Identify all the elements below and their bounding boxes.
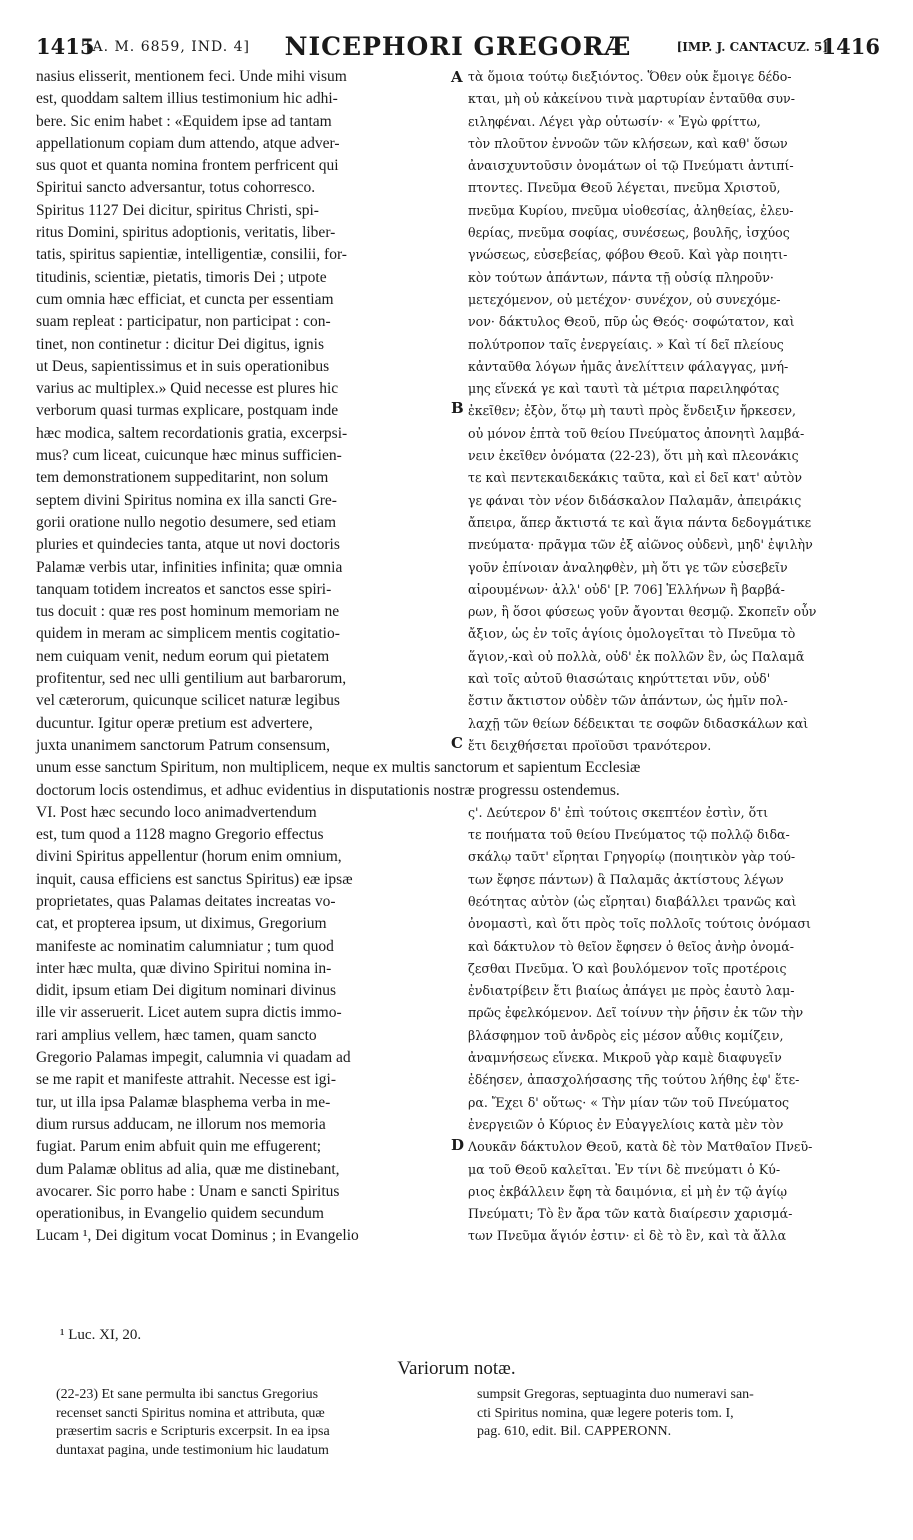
text-line: septem divini Spiritus nomina ex illa sancti Gre- [36,491,337,509]
text-line: τὰ ὅμοια τούτῳ διεξιόντος. Ὅθεν οὐκ ἔμοιγε δέδο- [468,69,792,84]
text-line: μετεχόμενον, οὐ μετέχον· συνέχον, οὐ συνεχόμε- [468,291,781,307]
text-line: suam repleat : participatur, non participat : con- [36,313,331,331]
text-line: ἀναμνήσεως εἵνεκα. Μικροῦ γὰρ καμὲ διαφυγεῖν [468,1050,782,1066]
text-line: νειν ἐκεῖθεν ὀνόματα (22-23), ὅτι μὴ καὶ πλεονάκις [468,448,799,464]
text-line: Lucam ¹, Dei digitum vocat Dominus ; in Evangelio [36,1227,359,1245]
text-line: inter hæc multa, quæ divino Spiritui nomina in- [36,959,332,977]
text-line: pag. 610, edit. Bil. CAPPERONN. [477,1424,672,1439]
text-line [468,757,883,779]
text-line: ριος ἐκβάλλειν ἔφη τὰ δαιμόνια, εἰ μὴ ἐν τῷ ἁγίῳ [468,1183,788,1199]
text-line: avocarer. Sic porro habe : Unam e sancti Spiritus [36,1182,340,1200]
text-line: est, quoddam saltem illius testimonium hic adhi- [36,90,338,108]
text-line: bere. Sic enim habet : «Equidem ipse ad tantam [36,112,332,130]
header-date: [A. M. 6859, IND. 4] [86,39,251,55]
text-line: gorii oratione nullo negotio desumere, sed etiam [36,513,337,531]
text-line: unum esse sanctum Spiritum, non multiplicem, neque ex multis sanctorum et sapientum Ecclesiæ [36,759,641,777]
marker-d: D [451,1136,465,1154]
page-number-right: 1416 [821,34,880,59]
text-line: γε φάναι τὸν νέον διδάσκαλον Παλαμᾶν, ἀπειράκις [468,492,802,508]
text-line: ρων, ἢ ὅσοι φύσεως γοῦν ἄγονται θεσμῷ. Σκοπεῖν οὖν [468,604,817,620]
greek-column [468,66,883,1248]
text-line: juxta unanimem sanctorum Patrum consensum, [36,736,331,754]
page-header [36,33,880,61]
marker-b: B [451,399,464,417]
notes-right-column [477,1386,877,1442]
text-line: τὸν πλοῦτον ἐννοῶν τῶν κλήσεων, καὶ καθ' ὅσων [468,135,788,151]
text-line: ἀναισχυντοῦσιν ὀνομάτων οἱ τῷ Πνεύματι ἀντιπί- [468,158,794,174]
text-line: γνώσεως, εὐσεβείας, φόβου Θεοῦ. Καὶ γὰρ ποιητι- [468,247,788,263]
text-line: varius ac multiplex.» Quid necesse est plures hic [36,380,339,398]
text-line: κται, μὴ οὐ κἀκείνου τινὰ μαρτυρίαν ἐνταῦθα συν- [468,91,795,107]
text-line: tanquam totidem increatos et sanctos esse spiri- [36,580,332,598]
text-line: μα τοῦ Θεοῦ καλεῖται. Ἐν τίνι δὲ πνεύματι ὁ Κύ- [468,1161,781,1177]
text-line: πολύτροπον ταῖς ἐνεργείαις. » Καὶ τί δεῖ πλείους [468,336,784,352]
text-line: operationibus, in Evangelio quidem secundum [36,1205,324,1223]
text-line: ἔτι δειχθήσεται προϊοῦσι τρανότερον. [468,737,712,753]
text-line: ζεσθαι Πνεῦμα. Ὁ καὶ βουλόμενον τοῖς προτέροις [468,960,787,976]
text-line: των ἔφησε πάντων) ἃ Παλαμᾶς ἀκτίστους λέγων [468,871,784,887]
text-line: μης εἵνεκά γε καὶ ταυτὶ τὰ μέτρια παρειληφότας [468,381,780,397]
text-line: καὶ δάκτυλον τὸ θεῖον ἔφησεν ὁ θεῖος ἀνὴρ ὀνομά- [468,938,795,954]
text-line: verborum quasi turmas explicare, postquam inde [36,402,339,420]
text-line: profitentur, sed nec ulli gentilium aut barbarorum, [36,670,347,688]
text-line: πρῶς ἐφελκόμενον. Δεῖ τοίνυν τὴν ῥῆσιν ἐκ τῶν τὴν [468,1005,804,1021]
text-line: πνεύματα· πρᾶγμα τῶν ἐξ αἰῶνος οὐδενὶ, μηδ' ἐψιλὴν [468,537,813,553]
text-line: didit, ipsum etiam Dei digitum nominari divinus [36,982,337,1000]
text-line: ἅγιον,-καὶ οὐ πολλὰ, οὐδ' ἐκ πολλῶν ἓν, ὡς Παλαμᾶ [468,648,805,664]
text-line: τε ποιήματα τοῦ θείου Πνεύματος τῷ πολλῷ διδα- [468,827,790,843]
text-line: ρα. Ἔχει δ' οὕτως· « Τὴν μίαν τῶν τοῦ Πνεύματος [468,1094,790,1110]
text-line: manifeste ac nominatim calumniatur ; tum quod [36,937,334,955]
text-line: βλάσφημον τοῦ ἀνδρὸς εἰς μέσον αὖθις κομίζειν, [468,1027,784,1043]
text-line: ἄπειρα, ἅπερ ἄκτιστά τε καὶ ἅγια πάντα δεδογμάτικε [468,514,812,530]
text-line: Gregorio Palamas impegit, calumnia vi quadam ad [36,1049,351,1067]
text-line: appellationum copiam dum attendo, atque adver- [36,134,340,152]
text-line: θεότητας αὐτὸν (ὡς εἴρηται) διαβάλλει τρανῶς καὶ [468,893,797,909]
text-line: Λουκᾶν δάκτυλον Θεοῦ, κατὰ δὲ τὸν Ματθαῖον Πνεῦ- [468,1139,813,1155]
text-line: λαχῇ τῶν θείων δέδεικται τε σοφῶν διδασκάλων καὶ [468,715,809,731]
text-line: ἐκεῖθεν; ἐξὸν, ὅτῳ μὴ ταυτὶ πρὸς ἔνδειξιν ἤρκεσεν, [468,403,797,419]
text-line: VI. Post hæc secundo loco animadvertendum [36,803,317,821]
text-line: νον· δάκτυλος Θεοῦ, πῦρ ὡς Θεός· σοφώτατον, καὶ [468,314,795,330]
text-line: ritus Domini, spiritus adoptionis, veritatis, liber- [36,224,336,242]
text-line: γοῦν ἐπίνοιαν ἀναληφθὲν, μὴ ὅτι γε τῶν εὐσεβεῖν [468,559,788,575]
text-line: recenset sancti Spiritus nomina et attributa, quæ [56,1405,325,1421]
text-line: sus quot et quanta nomina frontem perfricent qui [36,157,339,175]
text-line: Πνεύματι; Τὸ ἓν ἄρα τῶν κατὰ διαίρεσιν χαρισμά- [468,1206,793,1222]
text-line: dum Palamæ oblitus ad alia, quæ me distinebant, [36,1160,340,1178]
text-line: tem demonstrationem suppeditarint, non solum [36,469,329,487]
text-line: nasius elisserit, mentionem feci. Unde mihi visum [36,68,347,85]
text-line: Spiritus 1127 Dei dicitur, spiritus Christi, spi- [36,201,319,219]
text-line: est, tum quod a 1128 magno Gregorio effectus [36,826,324,844]
text-line: inquit, causa efficiens est sanctus Spiritus) eæ ipsæ [36,870,353,888]
notes-title: Variorum notæ. [397,1358,516,1379]
text-line: Spiritui sancto adversantur, totus cohorresco. [36,179,316,197]
text-line: αἱρουμένων· ἀλλ' οὐδ' [P. 706] Ἑλλήνων ἢ βαρβά- [468,581,785,597]
text-line: πνεῦμα Κυρίου, πνεῦμα υἱοθεσίας, ἀληθείας, ἐλευ- [468,202,794,218]
text-line: τε καὶ πεντεκαιδεκάκις ταῦτα, καὶ εἰ δεῖ κατ' αὐτὸν [468,470,803,486]
text-line: quidem in meram ac simplicem mentis cogitatio- [36,625,340,643]
text-line: ille vir asseruerit. Licet autem supra dictis immo- [36,1004,342,1022]
text-line: ἔστιν ἄκτιστον οὐδὲν τῶν ἁπάντων, ὡς ἡμῖν πολ- [468,693,788,709]
text-line: pluries et quindecies tanta, atque ut novi doctoris [36,536,340,554]
text-line: doctorum locis ostendimus, et adhuc evidentius in disputationis nostræ progressu ostendemus. [36,781,620,799]
text-line: nem cuiquam venit, nedum eorum qui pietatem [36,647,330,665]
text-line: divini Spiritus appellentur (horum enim omnium, [36,848,342,866]
text-line: hæc modica, saltem recordationis gratia, excerpsi- [36,424,348,442]
text-line: Palamæ verbis utar, infinities infinita; quæ omnia [36,558,343,576]
header-title: NICEPHORI GREGORÆ [284,32,632,61]
text-line: tus docuit : quæ res post hominum memoriam ne [36,603,340,621]
header-reference: [IMP. J. CANTACUZ. 5] [676,40,828,54]
text-line: ς'. Δεύτερον δ' ἐπὶ τούτοις σκεπτέον ἐστὶν, ὅτι [468,804,769,820]
text-line: se me rapit et manifeste attrahit. Necesse est igi- [36,1071,336,1089]
text-line: vel cæterorum, quicunque scilicet naturæ legibus [36,692,340,710]
page-number-left: 1415 [36,34,95,59]
text-line: ἄξιον, ὡς ἐν τοῖς ἁγίοις ὁμολογεῖται τὸ Πνεῦμα τὸ [468,626,796,642]
text-line: proprietates, quas Palamas deitates increatas vo- [36,892,336,910]
marker-c: C [451,734,463,752]
text-line: titudinis, scientiæ, pietatis, timoris Dei ; utpote [36,268,327,286]
text-line: ἐδέησεν, ἀπασχολήσασης τῆς τούτου λήθης ἐφ' ἕτε- [468,1072,800,1088]
notes-left-column [56,1386,456,1460]
text-line: duntaxat pagina, unde testimonium hic laudatum [56,1442,329,1458]
text-line: sumpsit Gregoras, septuaginta duo numeravi san- [477,1387,754,1402]
text-line: θερίας, πνεῦμα σοφίας, συνέσεως, βουλῆς, ἰσχύος [468,225,790,241]
text-line: tur, ut illa ipsa Palamæ blasphema verba in me- [36,1093,331,1111]
footnote: ¹ Luc. XI, 20. [60,1327,142,1343]
text-line: cat, et propterea ipsum, ut diximus, Gregorium [36,915,327,933]
text-line: κὸν τούτων ἁπάντων, πάντα τῇ οὐσίᾳ πληροῦν· [468,269,774,285]
text-line: ἐνδιατρίβειν ἔτι βιαίως ἀπάγει με πρὸς ἑαυτὸ λαμ- [468,983,795,999]
text-line: των Πνεῦμα ἅγιόν ἐστιν· εἰ δὲ τὸ ἓν, καὶ τὰ ἄλλα [468,1228,787,1244]
text-line: καὶ τοῖς αὐτοῦ θιασώταις κηρύττεται νῦν, οὐδ' [468,671,771,687]
text-line: fugiat. Parum enim abfuit quin me effugerent; [36,1138,322,1156]
text-line: rari amplius vellem, hæc tamen, quam sancto [36,1026,317,1044]
text-line: mus? cum liceat, cuicunque hæc minus sufficien- [36,447,342,465]
text-line: ἐνεργειῶν ὁ Κύριος ἐν Εὐαγγελίοις κατὰ μὲν τὸν [468,1116,784,1132]
text-line: ducuntur. Igitur operæ pretium est advertere, [36,714,313,732]
text-line: cti Spiritus nomina, quæ legere poteris tom. I, [477,1405,734,1421]
marker-a: A [451,68,463,86]
text-line: ut Deus, sapientissimus et in suis operationibus [36,357,330,375]
text-line: ὀνομαστὶ, καὶ ὅτι πρὸς τοῖς πολλοῖς τούτοις ὀνόμασι [468,916,811,932]
text-line: cum omnia hæc efficiat, et cuncta per essentiam [36,290,334,308]
text-line: tinet, non continetur : dicitur Dei digitus, ignis [36,335,325,353]
text-line: σκάλῳ ταῦτ' εἴρηται Γρηγορίῳ (ποιητικὸν γὰρ τού- [468,849,796,865]
text-line: dium rursus adducam, ne illorum nos memoria [36,1115,326,1133]
text-line: (22-23) Et sane permulta ibi sanctus Gregorius [56,1387,319,1402]
text-line: κἀνταῦθα λόγων ἡμᾶς ἀνελίττειν φάλαγγας, μνή- [468,358,789,374]
text-line [468,780,883,802]
text-line: πτοντες. Πνεῦμα Θεοῦ λέγεται, πνεῦμα Χριστοῦ, [468,180,781,196]
text-line: ειληφέναι. Λέγει γὰρ οὑτωσίν· « Ἐγὼ φρίττω, [468,113,761,129]
text-line: tatis, spiritus sapientiæ, intelligentiæ, consilii, for- [36,246,347,264]
text-line: οὐ μόνον ἑπτὰ τοῦ θείου Πνεύματος ἀπονητὶ λαμβά- [468,425,805,441]
text-line: præsertim sacris e Scripturis excerpsit. In ea ipsa [56,1424,330,1439]
